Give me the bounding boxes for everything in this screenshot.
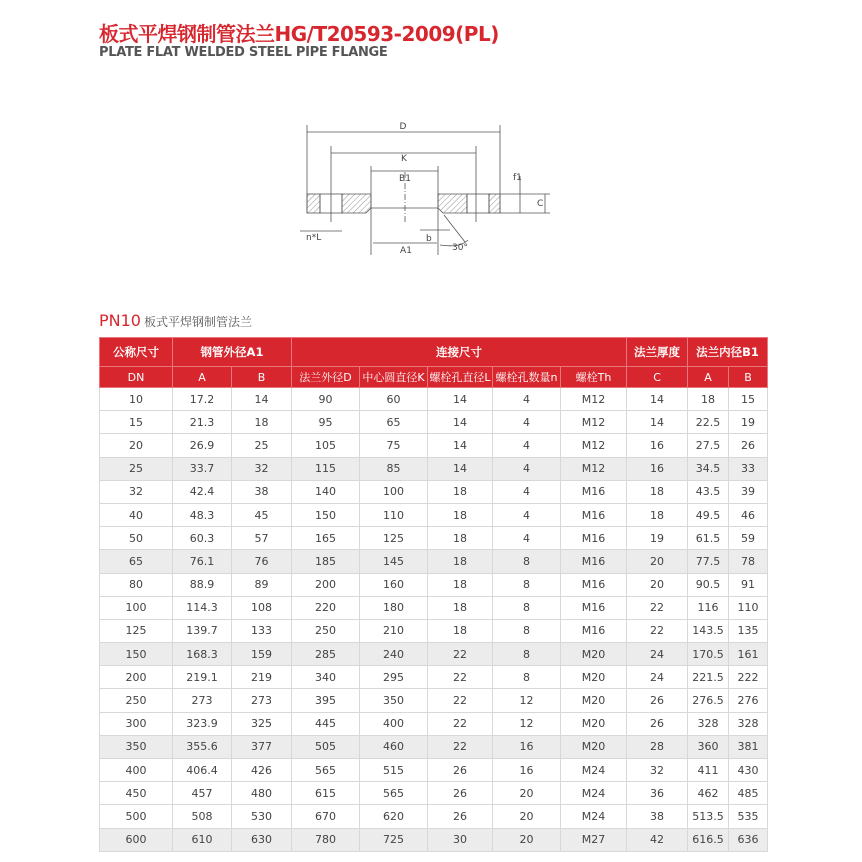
table-cell: 24 — [627, 666, 688, 689]
table-cell: 630 — [232, 828, 292, 851]
table-cell: M24 — [561, 759, 627, 782]
table-cell: 19 — [729, 411, 768, 434]
table-cell: 26 — [428, 759, 493, 782]
table-cell: 12 — [493, 689, 561, 712]
header-inner-diameter: 法兰内径B1 — [688, 338, 768, 367]
table-cell: 78 — [729, 550, 768, 573]
page-title: 板式平焊钢制管法兰HG/T20593-2009(PL) — [99, 22, 499, 46]
table-cell: 105 — [292, 434, 360, 457]
table-cell: 328 — [688, 712, 729, 735]
table-cell: 38 — [232, 480, 292, 503]
table-cell: 18 — [627, 480, 688, 503]
table-cell: 4 — [493, 503, 561, 526]
table-cell: 159 — [232, 643, 292, 666]
table-row — [100, 573, 768, 596]
table-cell: 125 — [360, 527, 428, 550]
table-cell: 530 — [232, 805, 292, 828]
table-cell: 61.5 — [688, 527, 729, 550]
table-cell: 45 — [232, 503, 292, 526]
table-cell: 8 — [493, 596, 561, 619]
table-cell: 4 — [493, 411, 561, 434]
subheader-cell: DN — [100, 367, 173, 388]
table-cell: 323.9 — [173, 712, 232, 735]
table-row — [100, 759, 768, 782]
table-cell: 33.7 — [173, 457, 232, 480]
table-cell: 18 — [428, 527, 493, 550]
subheader-cell: 螺栓孔直径L — [428, 367, 493, 388]
table-cell: 22 — [627, 596, 688, 619]
subheader-cell: 螺栓孔数量n — [493, 367, 561, 388]
table-cell: 168.3 — [173, 643, 232, 666]
table-cell: 219 — [232, 666, 292, 689]
table-cell: 14 — [428, 411, 493, 434]
table-cell: 38 — [627, 805, 688, 828]
table-cell: 20 — [493, 805, 561, 828]
table-cell: 89 — [232, 573, 292, 596]
table-cell: 14 — [232, 388, 292, 411]
table-cell: 26.9 — [173, 434, 232, 457]
table-cell: 133 — [232, 619, 292, 642]
table-cell: 276 — [729, 689, 768, 712]
table-cell: 210 — [360, 619, 428, 642]
table-cell: 14 — [428, 457, 493, 480]
table-cell: 16 — [493, 759, 561, 782]
table-cell: 125 — [100, 619, 173, 642]
flange-spec-table — [99, 337, 768, 852]
table-cell: M27 — [561, 828, 627, 851]
table-cell: 160 — [360, 573, 428, 596]
table-cell: 360 — [688, 735, 729, 758]
subheader-cell: 螺栓Th — [561, 367, 627, 388]
section-name: 板式平焊钢制管法兰 — [143, 315, 252, 329]
table-cell: 32 — [100, 480, 173, 503]
table-cell: 200 — [100, 666, 173, 689]
table-cell: 4 — [493, 527, 561, 550]
table-cell: M12 — [561, 457, 627, 480]
table-cell: 143.5 — [688, 619, 729, 642]
table-cell: 8 — [493, 643, 561, 666]
subheader-cell: 中心圆直径K — [360, 367, 428, 388]
table-cell: M24 — [561, 782, 627, 805]
table-cell: 22 — [428, 735, 493, 758]
table-cell: 95 — [292, 411, 360, 434]
table-cell: M16 — [561, 619, 627, 642]
table-cell: 285 — [292, 643, 360, 666]
table-cell: 426 — [232, 759, 292, 782]
table-cell: 150 — [100, 643, 173, 666]
table-row — [100, 434, 768, 457]
table-cell: 20 — [493, 828, 561, 851]
table-cell: 221.5 — [688, 666, 729, 689]
table-cell: 91 — [729, 573, 768, 596]
table-cell: 22 — [428, 712, 493, 735]
table-cell: 108 — [232, 596, 292, 619]
subheader-cell: A — [173, 367, 232, 388]
table-cell: 462 — [688, 782, 729, 805]
table-cell: 480 — [232, 782, 292, 805]
table-cell: 14 — [627, 388, 688, 411]
table-cell: 42 — [627, 828, 688, 851]
table-cell: 161 — [729, 643, 768, 666]
table-cell: M16 — [561, 596, 627, 619]
table-cell: 10 — [100, 388, 173, 411]
table-cell: 8 — [493, 550, 561, 573]
table-cell: 28 — [627, 735, 688, 758]
dim-label-c: C — [537, 199, 544, 209]
table-row — [100, 666, 768, 689]
table-cell: 25 — [100, 457, 173, 480]
table-cell: 276.5 — [688, 689, 729, 712]
table-row — [100, 550, 768, 573]
table-cell: 4 — [493, 388, 561, 411]
table-cell: 100 — [100, 596, 173, 619]
table-cell: 300 — [100, 712, 173, 735]
table-cell: 18 — [428, 619, 493, 642]
table-cell: 50 — [100, 527, 173, 550]
table-cell: 43.5 — [688, 480, 729, 503]
table-cell: 65 — [100, 550, 173, 573]
table-cell: 65 — [360, 411, 428, 434]
table-cell: 80 — [100, 573, 173, 596]
table-cell: 26 — [428, 782, 493, 805]
table-cell: 39 — [729, 480, 768, 503]
table-cell: 725 — [360, 828, 428, 851]
table-cell: 12 — [493, 712, 561, 735]
table-cell: 145 — [360, 550, 428, 573]
table-cell: 460 — [360, 735, 428, 758]
table-cell: 32 — [232, 457, 292, 480]
table-cell: M24 — [561, 805, 627, 828]
table-cell: 170.5 — [688, 643, 729, 666]
table-cell: 135 — [729, 619, 768, 642]
table-cell: 250 — [292, 619, 360, 642]
table-row — [100, 782, 768, 805]
table-cell: 22 — [428, 689, 493, 712]
table-cell: 513.5 — [688, 805, 729, 828]
table-cell: 26 — [428, 805, 493, 828]
table-cell: 77.5 — [688, 550, 729, 573]
header-pipe-od: 钢管外径A1 — [173, 338, 292, 367]
table-cell: 8 — [493, 573, 561, 596]
table-cell: 355.6 — [173, 735, 232, 758]
table-cell: 24 — [627, 643, 688, 666]
header-nominal-size: 公称尺寸 — [100, 338, 173, 367]
table-cell: 90 — [292, 388, 360, 411]
table-cell: 4 — [493, 434, 561, 457]
table-cell: 20 — [627, 550, 688, 573]
table-cell: 25 — [232, 434, 292, 457]
table-cell: M12 — [561, 411, 627, 434]
table-cell: 85 — [360, 457, 428, 480]
table-cell: 46 — [729, 503, 768, 526]
table-cell: 19 — [627, 527, 688, 550]
flange-diagram — [0, 0, 862, 300]
table-cell: 400 — [360, 712, 428, 735]
table-row — [100, 596, 768, 619]
table-cell: 15 — [729, 388, 768, 411]
table-row — [100, 689, 768, 712]
table-cell: 219.1 — [173, 666, 232, 689]
table-cell: 515 — [360, 759, 428, 782]
table-cell: 295 — [360, 666, 428, 689]
table-cell: 42.4 — [173, 480, 232, 503]
table-row — [100, 411, 768, 434]
table-cell: 116 — [688, 596, 729, 619]
table-cell: 33 — [729, 457, 768, 480]
table-cell: M12 — [561, 434, 627, 457]
table-cell: 377 — [232, 735, 292, 758]
table-cell: 40 — [100, 503, 173, 526]
table-row — [100, 643, 768, 666]
table-cell: 18 — [428, 596, 493, 619]
header-connection: 连接尺寸 — [292, 338, 627, 367]
table-cell: 30 — [428, 828, 493, 851]
table-cell: 445 — [292, 712, 360, 735]
table-cell: 14 — [627, 411, 688, 434]
table-cell: 22.5 — [688, 411, 729, 434]
section-heading — [99, 311, 252, 330]
dim-label-b: b — [426, 234, 432, 244]
subheader-cell: C — [627, 367, 688, 388]
table-cell: 200 — [292, 573, 360, 596]
table-cell: 565 — [292, 759, 360, 782]
table-cell: 616.5 — [688, 828, 729, 851]
table-cell: 8 — [493, 619, 561, 642]
table-cell: 34.5 — [688, 457, 729, 480]
table-cell: 411 — [688, 759, 729, 782]
table-cell: 250 — [100, 689, 173, 712]
table-cell: 57 — [232, 527, 292, 550]
table-row — [100, 619, 768, 642]
dim-label-b1: B1 — [399, 174, 411, 184]
table-cell: 110 — [729, 596, 768, 619]
table-cell: 22 — [627, 619, 688, 642]
table-cell: 110 — [360, 503, 428, 526]
table-cell: 150 — [292, 503, 360, 526]
table-cell: 450 — [100, 782, 173, 805]
table-cell: 350 — [100, 735, 173, 758]
table-cell: 139.7 — [173, 619, 232, 642]
table-cell: 22 — [428, 666, 493, 689]
table-cell: 457 — [173, 782, 232, 805]
table-cell: 32 — [627, 759, 688, 782]
table-cell: 340 — [292, 666, 360, 689]
table-cell: 240 — [360, 643, 428, 666]
subheader-cell: B — [232, 367, 292, 388]
table-row — [100, 735, 768, 758]
table-cell: 18 — [428, 480, 493, 503]
table-cell: 220 — [292, 596, 360, 619]
table-cell: M20 — [561, 643, 627, 666]
table-cell: 115 — [292, 457, 360, 480]
table-cell: 273 — [232, 689, 292, 712]
table-cell: 328 — [729, 712, 768, 735]
table-row — [100, 388, 768, 411]
table-cell: 636 — [729, 828, 768, 851]
table-cell: 18 — [232, 411, 292, 434]
dim-label-angle: 30° — [452, 243, 468, 253]
table-cell: 16 — [493, 735, 561, 758]
table-cell: 615 — [292, 782, 360, 805]
table-cell: 535 — [729, 805, 768, 828]
table-cell: 180 — [360, 596, 428, 619]
table-cell: 273 — [173, 689, 232, 712]
table-cell: 18 — [428, 573, 493, 596]
table-cell: 670 — [292, 805, 360, 828]
table-cell: 14 — [428, 388, 493, 411]
table-cell: 140 — [292, 480, 360, 503]
table-cell: 27.5 — [688, 434, 729, 457]
table-cell: 185 — [292, 550, 360, 573]
table-row — [100, 805, 768, 828]
dim-label-a1: A1 — [400, 246, 412, 256]
table-cell: M20 — [561, 712, 627, 735]
table-cell: 20 — [493, 782, 561, 805]
table-cell: 350 — [360, 689, 428, 712]
table-cell: 76 — [232, 550, 292, 573]
table-cell: 100 — [360, 480, 428, 503]
page-subtitle: PLATE FLAT WELDED STEEL PIPE FLANGE — [99, 45, 388, 60]
header-thickness: 法兰厚度 — [627, 338, 688, 367]
table-cell: M12 — [561, 388, 627, 411]
dim-label-nl: n*L — [306, 233, 322, 243]
table-cell: 780 — [292, 828, 360, 851]
table-cell: 14 — [428, 434, 493, 457]
table-cell: M16 — [561, 503, 627, 526]
table-cell: 16 — [627, 457, 688, 480]
table-cell: 20 — [627, 573, 688, 596]
table-cell: 565 — [360, 782, 428, 805]
subheader-cell: B — [729, 367, 768, 388]
table-cell: 508 — [173, 805, 232, 828]
table-cell: 15 — [100, 411, 173, 434]
table-cell: 4 — [493, 457, 561, 480]
table-row — [100, 712, 768, 735]
table-cell: 406.4 — [173, 759, 232, 782]
table-cell: 90.5 — [688, 573, 729, 596]
table-cell: 17.2 — [173, 388, 232, 411]
table-cell: M20 — [561, 735, 627, 758]
table-cell: 26 — [729, 434, 768, 457]
pressure-rating: PN10 — [99, 311, 141, 330]
table-cell: 59 — [729, 527, 768, 550]
table-cell: 381 — [729, 735, 768, 758]
table-cell: 18 — [627, 503, 688, 526]
table-row — [100, 503, 768, 526]
table-cell: M16 — [561, 550, 627, 573]
table-cell: 16 — [627, 434, 688, 457]
table-cell: 430 — [729, 759, 768, 782]
table-cell: 114.3 — [173, 596, 232, 619]
table-cell: 500 — [100, 805, 173, 828]
table-cell: 21.3 — [173, 411, 232, 434]
table-row — [100, 828, 768, 851]
table-cell: 18 — [428, 503, 493, 526]
table-cell: M20 — [561, 666, 627, 689]
table-cell: 88.9 — [173, 573, 232, 596]
table-cell: 505 — [292, 735, 360, 758]
table-cell: 18 — [688, 388, 729, 411]
dim-label-f1: f1 — [513, 173, 522, 183]
table-cell: 22 — [428, 643, 493, 666]
table-cell: M16 — [561, 527, 627, 550]
subheader-cell: 法兰外径D — [292, 367, 360, 388]
table-cell: 325 — [232, 712, 292, 735]
table-cell: M16 — [561, 480, 627, 503]
table-row — [100, 527, 768, 550]
table-cell: 18 — [428, 550, 493, 573]
table-cell: 26 — [627, 689, 688, 712]
table-cell: 395 — [292, 689, 360, 712]
table-cell: 48.3 — [173, 503, 232, 526]
table-cell: 222 — [729, 666, 768, 689]
dim-label-d: D — [399, 122, 407, 132]
table-cell: 60.3 — [173, 527, 232, 550]
table-cell: 610 — [173, 828, 232, 851]
subheader-cell: A — [688, 367, 729, 388]
table-cell: 26 — [627, 712, 688, 735]
table-cell: 600 — [100, 828, 173, 851]
table-cell: 76.1 — [173, 550, 232, 573]
table-cell: 60 — [360, 388, 428, 411]
table-cell: M20 — [561, 689, 627, 712]
table-cell: 8 — [493, 666, 561, 689]
table-cell: 165 — [292, 527, 360, 550]
table-cell: 620 — [360, 805, 428, 828]
dim-label-k: K — [401, 154, 407, 164]
table-cell: 75 — [360, 434, 428, 457]
table-cell: 20 — [100, 434, 173, 457]
table-row — [100, 457, 768, 480]
table-cell: 400 — [100, 759, 173, 782]
table-cell: 485 — [729, 782, 768, 805]
table-cell: M16 — [561, 573, 627, 596]
table-cell: 36 — [627, 782, 688, 805]
table-row — [100, 480, 768, 503]
table-cell: 49.5 — [688, 503, 729, 526]
table-cell: 4 — [493, 480, 561, 503]
